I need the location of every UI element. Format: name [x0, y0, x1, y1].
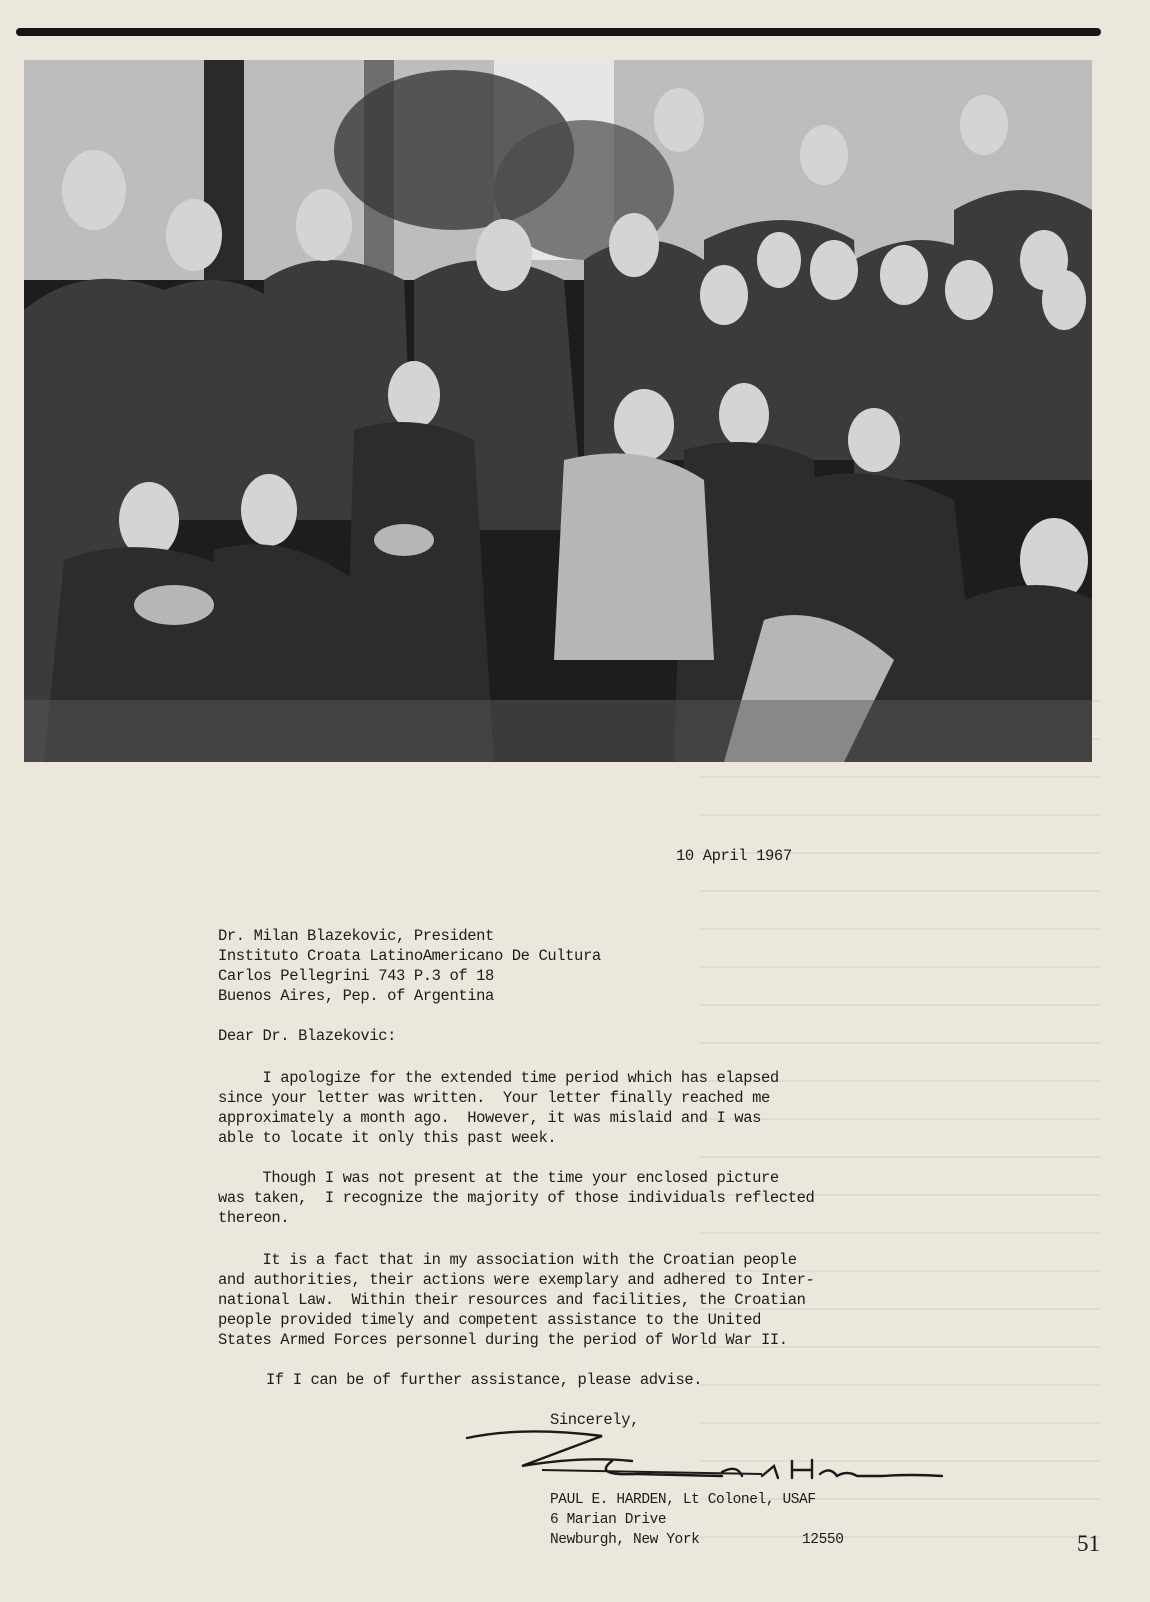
top-rule [16, 28, 1101, 36]
zip-code: 12550 [802, 1532, 844, 1548]
paragraph-3 [218, 1250, 814, 1350]
signer-line: Newburgh, New York [550, 1532, 700, 1548]
closing: Sincerely, [550, 1411, 640, 1429]
addressee-block [218, 926, 601, 1006]
addressee-line: Buenos Aires, Pep. of Argentina [218, 987, 494, 1005]
paragraph-line: Though I was not present at the time your enclosed picture [218, 1169, 779, 1187]
paragraph-2 [218, 1168, 814, 1228]
addressee-line: Carlos Pellegrini 743 P.3 of 18 [218, 967, 494, 985]
handwritten-signature [462, 1426, 962, 1486]
letter-date: 10 April 1967 [676, 847, 792, 865]
paragraph-line: national Law. Within their resources and facilities, the Croatian [218, 1291, 806, 1309]
paragraph-line: approximately a month ago. However, it was mislaid and I was [218, 1109, 761, 1127]
paragraph-line: people provided timely and competent assistance to the United [218, 1311, 761, 1329]
photo-illustration [24, 60, 1092, 762]
signer-line: 6 Marian Drive [550, 1512, 667, 1528]
paragraph-line: and authorities, their actions were exemplary and adhered to Inter- [218, 1271, 815, 1289]
paragraph-1 [218, 1068, 779, 1148]
paragraph-line: since your letter was written. Your letter finally reached me [218, 1089, 770, 1107]
paragraph-line: able to locate it only this past week. [218, 1129, 557, 1147]
addressee-line: Dr. Milan Blazekovic, President [218, 927, 494, 945]
paragraph-line: States Armed Forces personnel during the period of World War II. [218, 1331, 788, 1349]
paragraph-line: I apologize for the extended time period which has elapsed [218, 1069, 779, 1087]
paragraph-line: was taken, I recognize the majority of those individuals reflected [218, 1189, 815, 1207]
signer-line: PAUL E. HARDEN, Lt Colonel, USAF [550, 1492, 816, 1508]
group-photograph [24, 60, 1092, 762]
paragraph-4: If I can be of further assistance, please advise. [266, 1371, 703, 1389]
paragraph-line: It is a fact that in my association with the Croatian people [218, 1251, 797, 1269]
addressee-line: Instituto Croata LatinoAmericano De Cultura [218, 947, 601, 965]
paragraph-line: thereon. [218, 1209, 290, 1227]
signer-block [550, 1490, 816, 1550]
page-number: 51 [1077, 1531, 1100, 1556]
salutation: Dear Dr. Blazekovic: [218, 1027, 397, 1045]
